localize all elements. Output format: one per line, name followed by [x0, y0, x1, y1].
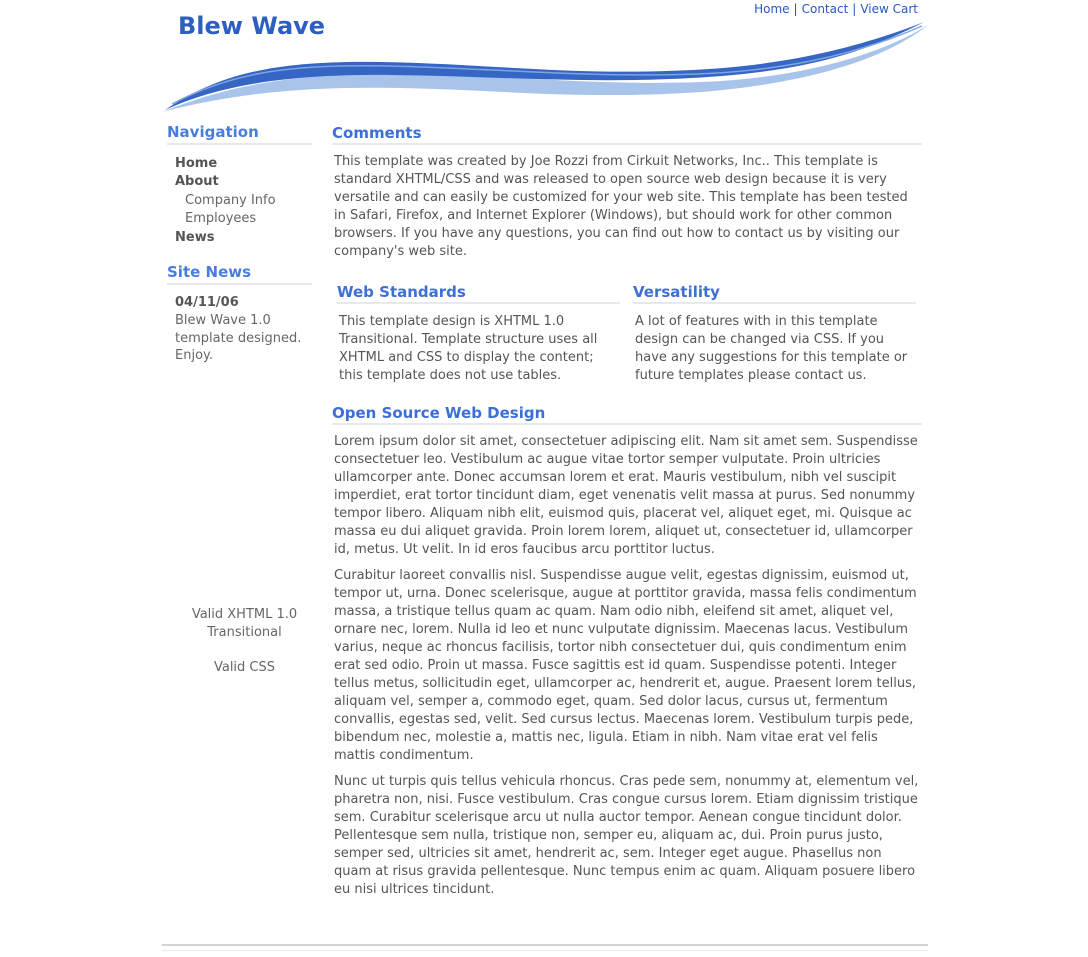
nav-link-company-info[interactable]: Company Info	[185, 192, 276, 208]
wave-banner	[162, 20, 928, 120]
main-content	[332, 124, 922, 899]
site-news	[167, 263, 312, 365]
footer-divider	[162, 944, 928, 951]
versatility-text: A lot of features with in this template design can be changed via CSS. If you have any suggestions for this template or future templates please contact us.	[635, 314, 908, 383]
web-standards-section	[337, 283, 620, 385]
nav-link-home[interactable]: Home	[175, 156, 218, 171]
web-standards-heading: Web Standards	[337, 283, 620, 304]
open-source-paragraph-2: Curabitur laoreet convallis nisl. Suspendisse augue velit, egestas dignissim, euismod ut, tempor ut, urna. Donec scelerisque, augue at porttitor gravida, massa felis condimentum massa, a tristique tellus quam ac quam. Nam odio nibh, eleifend sit amet, aliquet vel, ornare nec, lorem. Nulla id leo et nunc vulputate dignissim. Maecenas lacus. Vestibulum varius, neque ac rhoncus facilisis, tortor nibh consectetuer dui, quis condimentum enim erat sed odio. Proin ut massa. Fusce sagittis est id quam. Suspendisse potenti. Integer tellus metus, sollicitudin eget, ullamcorper ac, hendrerit et, augue. Praesent lorem tellus, aliquam vel, semper a, commodo eget, quam. Sed dolor lacus, cursus ut, fermentum convallis, egestas sed, velit. Sed cursus lectus. Maecenas lorem. Vestibulum turpis pede, bibendum nec, molestie a, mattis nec, ligula. Etiam in nibh. Nam vitae erat vel felis mattis condimentum.	[334, 568, 917, 763]
nav-item-about	[175, 173, 312, 191]
comments-section	[332, 124, 922, 261]
top-link-view-cart[interactable]: View Cart	[860, 2, 918, 16]
nav-link-about[interactable]: About	[175, 174, 219, 190]
open-source-paragraph-1: Lorem ipsum dolor sit amet, consectetuer adipiscing elit. Nam sit amet sem. Suspendisse consectetuer leo. Vestibulum ac augue vitae tortor semper vulputate. Proin ultricies ullamcorper ante. Donec accumsan lorem et erat. Mauris vestibulum, nibh vel suscipit imperdiet, erat tortor tincidunt diam, eget venenatis velit massa at purus. Sed nonummy tempor libero. Aliquam nibh elit, euismod quis, placerat vel, aliquet eget, mi. Quisque ac massa eu dui aliquet gravida. Proin lorem lorem, aliquet ut, consectetuer id, ullamcorper id, metus. Ut velit. In id eros faucibus arcu porttitor luctus.	[334, 434, 918, 557]
page-container	[162, 0, 928, 957]
comments-text: This template was created by Joe Rozzi from Cirkuit Networks, Inc.. This template is standard XHTML/CSS and was released to open source web design because it is very versatile and can easily be customized for your web site. This template has been tested in Safari, Firefox, and Internet Explorer (Windows), but should work for other common browsers. If you have any questions, you can find out how to contact us by visiting our company's web site.	[334, 154, 908, 259]
open-source-section	[332, 404, 922, 899]
link-separator: |	[852, 2, 857, 16]
valid-xhtml-link[interactable]: Valid XHTML 1.0 Transitional	[191, 607, 298, 640]
link-separator: |	[793, 2, 798, 16]
nav-link-employees[interactable]: Employees	[185, 211, 257, 227]
open-source-heading: Open Source Web Design	[332, 404, 922, 425]
news-date: 04/11/06	[175, 295, 239, 311]
site-title: Blew Wave	[178, 12, 326, 40]
news-text: Blew Wave 1.0 template designed. Enjoy.	[175, 313, 302, 364]
navigation-list	[167, 155, 312, 247]
wave-dark-band	[165, 22, 924, 110]
nav-link-news[interactable]: News	[175, 229, 215, 245]
validator-links	[167, 606, 322, 677]
nav-item-news	[175, 229, 312, 247]
nav-item-company-info	[175, 192, 312, 210]
top-link-contact[interactable]: Contact	[801, 2, 849, 16]
nav-item-home	[175, 155, 312, 173]
open-source-paragraph-3: Nunc ut turpis quis tellus vehicula rhoncus. Cras pede sem, nonummy at, elementum vel, pharetra non, nisi. Fusce vestibulum. Cras congue cursus lorem. Etiam dignissim tristique sem. Curabitur scelerisque arcu ut nulla auctor tempor. Aenean congue tincidunt dolor. Pellentesque sem nulla, tristique non, semper eu, aliquam ac, dui. Proin purus justo, semper sed, ultricies sit amet, hendrerit ac, sem. Integer eget augue. Phasellus non quam at risus gravida pellentesque. Nunc tempus enim ac quam. Aliquam posuere libero eu nisi ultrices tincidunt.	[334, 774, 919, 897]
navigation-heading: Navigation	[167, 123, 312, 145]
sidebar	[167, 123, 312, 365]
versatility-section	[633, 283, 916, 385]
comments-heading: Comments	[332, 124, 922, 145]
top-links	[754, 2, 918, 16]
site-news-heading: Site News	[167, 263, 312, 285]
top-link-home[interactable]: Home	[754, 2, 790, 16]
feature-columns	[332, 283, 920, 385]
web-standards-text: This template design is XHTML 1.0 Transitional. Template structure uses all XHTML and CSS to display the content; this template does not use tables.	[339, 314, 598, 383]
valid-css-link[interactable]: Valid CSS	[213, 660, 276, 675]
nav-item-employees	[175, 210, 312, 228]
versatility-heading: Versatility	[633, 283, 916, 304]
